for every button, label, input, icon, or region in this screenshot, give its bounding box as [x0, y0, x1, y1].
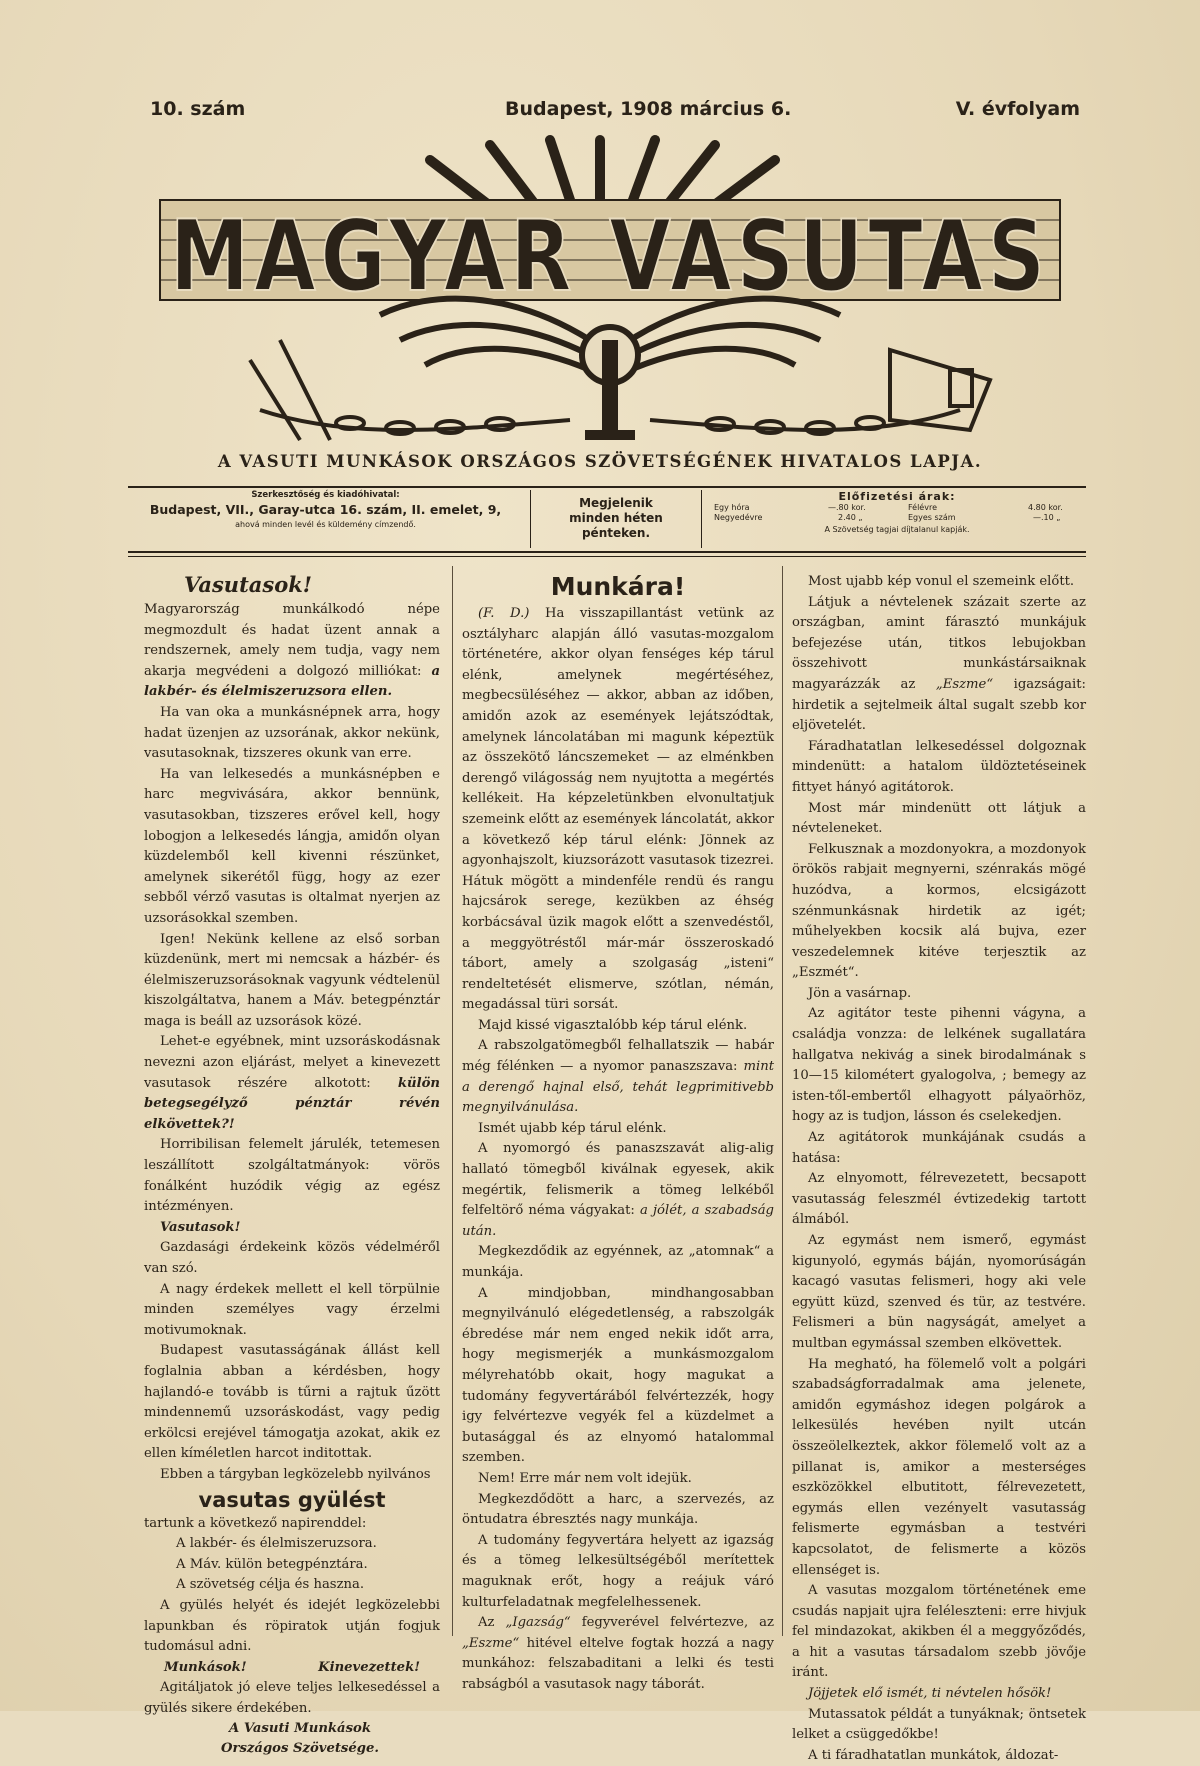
- article-title-munkara: Munkára!: [550, 572, 686, 601]
- signature-2: Országos Szövetsége.: [221, 1741, 379, 1757]
- price-single-label: Egyes szám: [908, 513, 956, 522]
- price-single-value: —.10 „: [1033, 513, 1061, 522]
- signature-1: A Vasuti Munkások: [229, 1721, 371, 1737]
- appears-cell: [530, 490, 702, 548]
- price-half-value: 4.80 kor.: [1028, 503, 1063, 512]
- paragraph: Az „Igazság“ fegyverével felvértezve, az „Eszme“ hitével eltelve fogtak hozzá a nagy munkához: felszabaditani a lelki és testi rabságból a vasutasok nagy táborát.: [462, 1615, 774, 1692]
- paragraph: Magyarország munkálkodó népe megmozdult és hadat üzent annak a rendszernek, amely nem tudja, vagy nem akarja megvédeni a dolgozó milliókat: a lakbér- és élelmiszeruzsora ellen.: [144, 602, 440, 700]
- header-line: [150, 98, 1080, 128]
- price-quarter-label: Negyedévre: [714, 513, 763, 522]
- paragraph: Ha van lelkesedés a munkásnépben e harc megvivására, akkor bennünk, vasutasokban, tizszeres erővel kell, hogy lobogjon a lelkesedés lángja, amidőn olyan küzdelemből kell kivenni részünket, amelynek sikerétől függ, hogy az ezer sebből vérző vasutas is oltalmat nyerjen az uzsorásokkal szemben.: [144, 766, 440, 926]
- agenda-item: A lakbér- és élelmiszeruzsora.: [176, 1536, 377, 1552]
- article-title-vasutasok: Vasutasok!: [184, 572, 312, 597]
- paragraph: Látjuk a névtelenek százait szerte az országban, amint fárasztó munkájuk befejezése után, titkos lebujokban összehivott munkástársaiknak magyarázzák az „Eszme“ igazságait: hirdetik a sejtelmeik által sugalt szebb kor eljövetelét.: [792, 594, 1086, 734]
- article-munkara: [462, 572, 774, 1695]
- article-vasutasok: [144, 572, 440, 1759]
- paragraph: A gyülés helyét és idejét legközelebbi lapunkban és röpiratok utján fogjuk tudomásul adni.: [144, 1597, 440, 1655]
- paragraph: A mindjobban, mindhangosabban megnyilvánuló elégedetlenség, a rabszolgák ébredése már nem enged nekik időt arra, hogy megismerjék a munkásmozgalom mélyrehatóbb okait, hogy magukat a tudomány fegyvertárából felvértezzék, hogy igy felvértezve vegyék fel a küzdelmet a butasággal és az elnyomó hatalommal szemben.: [462, 1285, 774, 1466]
- paragraph: Vasutasok!: [160, 1219, 241, 1235]
- paragraph: Mutassatok példát a tunyáknak; öntsetek lelket a csüggedőkbe!: [792, 1706, 1086, 1743]
- paragraph: Budapest vasutasságának állást kell foglalnia abban a kérdésben, hogy hajlandó-e tovább is tűrni a rajtuk űzött mindennemű uzsoráskodást, vagy pedig erkölcsi erejével támogatja azokat, akik ez ellen kíméletlen harcot inditottak.: [144, 1343, 440, 1462]
- paragraph: Az agitátor teste pihenni vágyna, a családja vonzza: de lelkének sugallatára hallgatva nekivág a sinek birodalmának s 10—15 kilométert gyalogolva, ; bemegy az isten-től-embertől elhagyott pályaörhöz, hogy az is tudjon, lásson és cselekedjen.: [792, 1006, 1086, 1125]
- paragraph: Ha van oka a munkásnépnek arra, hogy hadat üzenjen az uzsorának, akkor nekünk, vasutasoknak, tizszeres okunk van erre.: [144, 704, 440, 762]
- rule-bottom-1: [128, 551, 1086, 553]
- info-bar: [128, 490, 1086, 548]
- paragraph: Jöjjetek elő ismét, ti névtelen hősök!: [808, 1686, 1052, 1702]
- paragraph: tartunk a következő napirenddel:: [144, 1515, 367, 1531]
- agenda-item: A Máv. külön betegpénztára.: [176, 1556, 368, 1572]
- paragraph: Felkusznak a mozdonyokra, a mozdonyok örökös rabjait megnyerni, szénrakás mögé huzódva, a kormos, elcsigázott szénmunkásnak hirdetik az igét; műhelyekben kocsik alá bujva, ezer veszedelemnek kitéve terjesztik az „Eszmét“.: [792, 841, 1086, 981]
- masthead: [130, 140, 1090, 450]
- paragraph: Ebben a tárgyban legközelebb nyilvános: [160, 1466, 431, 1482]
- paragraph: Megkezdődik az egyénnek, az „atomnak“ a munkája.: [462, 1244, 774, 1280]
- paragraph: A ti fáradhatatlan munkátok, áldozat-: [808, 1747, 1059, 1763]
- paragraph: Az egymást nem ismerő, egymást kigunyoló, egymás báján, nyomorúságán kacagó vasutas felismeri, hogy aki vele együtt küzd, szenved és tür, az testvére. Felismeri a bün nagyságát, amelyet a multban egymással szemben elkövettek.: [792, 1233, 1086, 1351]
- paragraph: Az agitátorok munkájának csudás a hatása:: [792, 1130, 1086, 1166]
- column-separator-2: [782, 566, 783, 1636]
- editorial-cell: [128, 490, 523, 548]
- agenda-item: A szövetség célja és haszna.: [176, 1577, 365, 1593]
- paragraph: Fáradhatatlan lelkesedéssel dolgoznak mindenütt: a hatalom üldöztetéseinek fittyet hányó agitátorok.: [792, 738, 1086, 795]
- masthead-title: MAGYAR VASUTAS: [170, 200, 1050, 314]
- rule-top: [128, 486, 1086, 488]
- price-half-label: Félévre: [908, 503, 937, 512]
- paragraph: Most ujabb kép vonul el szemeink előtt.: [808, 574, 1075, 589]
- dateline: Budapest, 1908 március 6.: [505, 98, 792, 120]
- paragraph: Horribilisan felemelt járulék, tetemesen leszállított szolgáltatmányok: vörös fonálként huzódik végig az egész intézményen.: [144, 1137, 440, 1215]
- article-munkara-continued: [792, 572, 1086, 1766]
- masthead-subtitle: A VASUTI MUNKÁSOK ORSZÁGOS SZÖVETSÉGÉNEK HIVATALOS LAPJA.: [217, 452, 983, 471]
- rule-bottom-2: [128, 556, 1086, 557]
- winged-wheel-icon: [380, 299, 840, 440]
- price-month-value: —.80 kor.: [828, 503, 866, 512]
- paragraph: (F. D.) Ha visszapillantást vetünk az osztályharc alapján álló vasutas-mozgalom történetére, akkor olyan fenséges kép tárul elénk, amelynek megértéséhez, megbecsüléséhez — akkor, abban az időben, amidőn azok az események lejátszódtak, amelynek láncolatában mi magunk képeztük az összekötő láncszemeket — az elménkben derengő világosság nem nyujtotta a megértés kellékeit. Ha képzeletünkben elvonultatjuk szemeink előtt az események láncolatát, akkor a következő kép tárul elénk: Jönnek az agyonhajszolt, kiuzsorázott vasutasok tizezrei. Hátuk mögött a mindenféle rendü és rangu hajcsárok serege, kezükben az éhség korbácsával üzik magok előtt a szenvedéstől, a meggyötréstől már-már összeroskadó tábort, amely a szolgaság „isteni“ rendeltetését elismerve, szótlan, némán, megadással türi sorsát.: [462, 606, 775, 1013]
- paragraph: Jön a vasárnap.: [808, 985, 912, 1001]
- price-month-label: Egy hóra: [714, 503, 750, 512]
- editorial-address: Budapest, VII., Garay-utca 16. szám, II. emelet, 9,: [149, 502, 502, 517]
- price-row-1: [708, 503, 1086, 513]
- laurel-left-icon: [250, 340, 570, 440]
- editorial-label: Szerkesztőség és kiadóhivatal:: [251, 490, 400, 500]
- paragraph: Igen! Nekünk kellene az első sorban küzdenünk, mert mi nemcsak a házbér- és élelmiszeruzsorásoknak vagyunk védtelenül kiszolgáltatva, hanem a Máv. betegpénztár maga is beáll az uzsorások közé.: [144, 931, 440, 1029]
- appears-line-2: minden héten: [569, 511, 663, 525]
- paragraph: Agitáljatok jó eleve teljes lelkesedéssel a gyülés sikere érdekében.: [144, 1680, 440, 1716]
- volume-number: V. évfolyam: [955, 98, 1080, 120]
- appears-line-1: Megjelenik: [579, 496, 653, 510]
- issue-number: 10. szám: [150, 98, 246, 120]
- paragraph: Nem! Erre már nem volt idejük.: [478, 1470, 692, 1486]
- prices-label: Előfizetési árak:: [838, 490, 956, 503]
- paragraph: A vasutas mozgalom történetének eme csudás napjait ujra feléleszteni: erre hivjuk fel mindazokat, akikben él a meggyőződés, a hit a vasutas társadalom szebb jövője iránt.: [792, 1583, 1086, 1681]
- paragraph: A rabszolgatömegből felhallatszik — habár még félénken — a nyomor panaszszava: mint a derengő hajnal első, tehát legprimitivebb megnyilvánulása.: [462, 1038, 774, 1116]
- price-row-2: [708, 513, 1086, 523]
- paragraph: A tudomány fegyvertára helyett az igazság és a tömeg lelkesültségéből merítettek maguknak erőt, hogy a reájuk váró kulturfeladatnak megfelelhessenek.: [462, 1532, 774, 1610]
- masthead-illustration: [130, 140, 1090, 450]
- paragraph: Majd kissé vigasztalóbb kép tárul elénk.: [478, 1017, 748, 1033]
- column-separator-1: [452, 566, 453, 1636]
- paragraph: Az elnyomott, félrevezetett, becsapott vasutasság feleszmél évtizedekig tartott álmából.: [792, 1171, 1086, 1228]
- prices-cell: [708, 490, 1086, 548]
- paragraph: A nyomorgó és panaszszavát alig-alig hallató tömegből kiválnak egyesek, akik megértik, felismerik a tömeg lelkéből felfeltörő néma vágyakat: a jólét, a szabadság után.: [462, 1141, 774, 1239]
- paragraph: Ismét ujabb kép tárul elénk.: [478, 1120, 667, 1136]
- address-note: ahová minden levél és küldemény címzendő.: [235, 520, 416, 529]
- laurel-right-icon: [650, 350, 990, 434]
- paragraph: Megkezdődött a harc, a szervezés, az öntudatra ébresztés nagy munkája.: [462, 1491, 774, 1528]
- meeting-heading: vasutas gyülést: [198, 1487, 386, 1512]
- paragraph: Lehet-e egyébnek, mint uzsoráskodásnak nevezni azon eljárást, melyet a kinevezett vasutasok részére alkotott: külön betegsegélyző pénztár révén elkövettek?!: [144, 1034, 440, 1132]
- price-note: A Szövetség tagjai díjtalanul kapják.: [824, 525, 970, 534]
- price-quarter-value: 2.40 „: [838, 513, 863, 522]
- paragraph: A nagy érdekek mellett el kell törpülnie minden személyes vagy érzelmi motivumoknak.: [144, 1281, 440, 1338]
- paragraph: Ha megható, ha fölemelő volt a polgári szabadságforradalmak ama jelenete, amidőn egymáshoz idegen polgárok a lelkesülés hevében nyilt utcán összeölelkeztek, akkor fölemelő volt az a pillanat is, amikor a mesterséges eszközökkel elbutitott, félrevezetett, egymás ellen vezényelt vasutasság felismerte egymásban a testvéri kapcsolatot, de felismerte a közös ellenséget is.: [792, 1356, 1086, 1578]
- call-line: Munkások! Kinevezettek!: [164, 1659, 420, 1675]
- appears-line-3: pénteken.: [581, 526, 651, 540]
- paragraph: Most már mindenütt ott látjuk a névteleneket.: [792, 800, 1086, 837]
- paragraph: Gazdasági érdekeink közös védelméről van szó.: [144, 1240, 440, 1276]
